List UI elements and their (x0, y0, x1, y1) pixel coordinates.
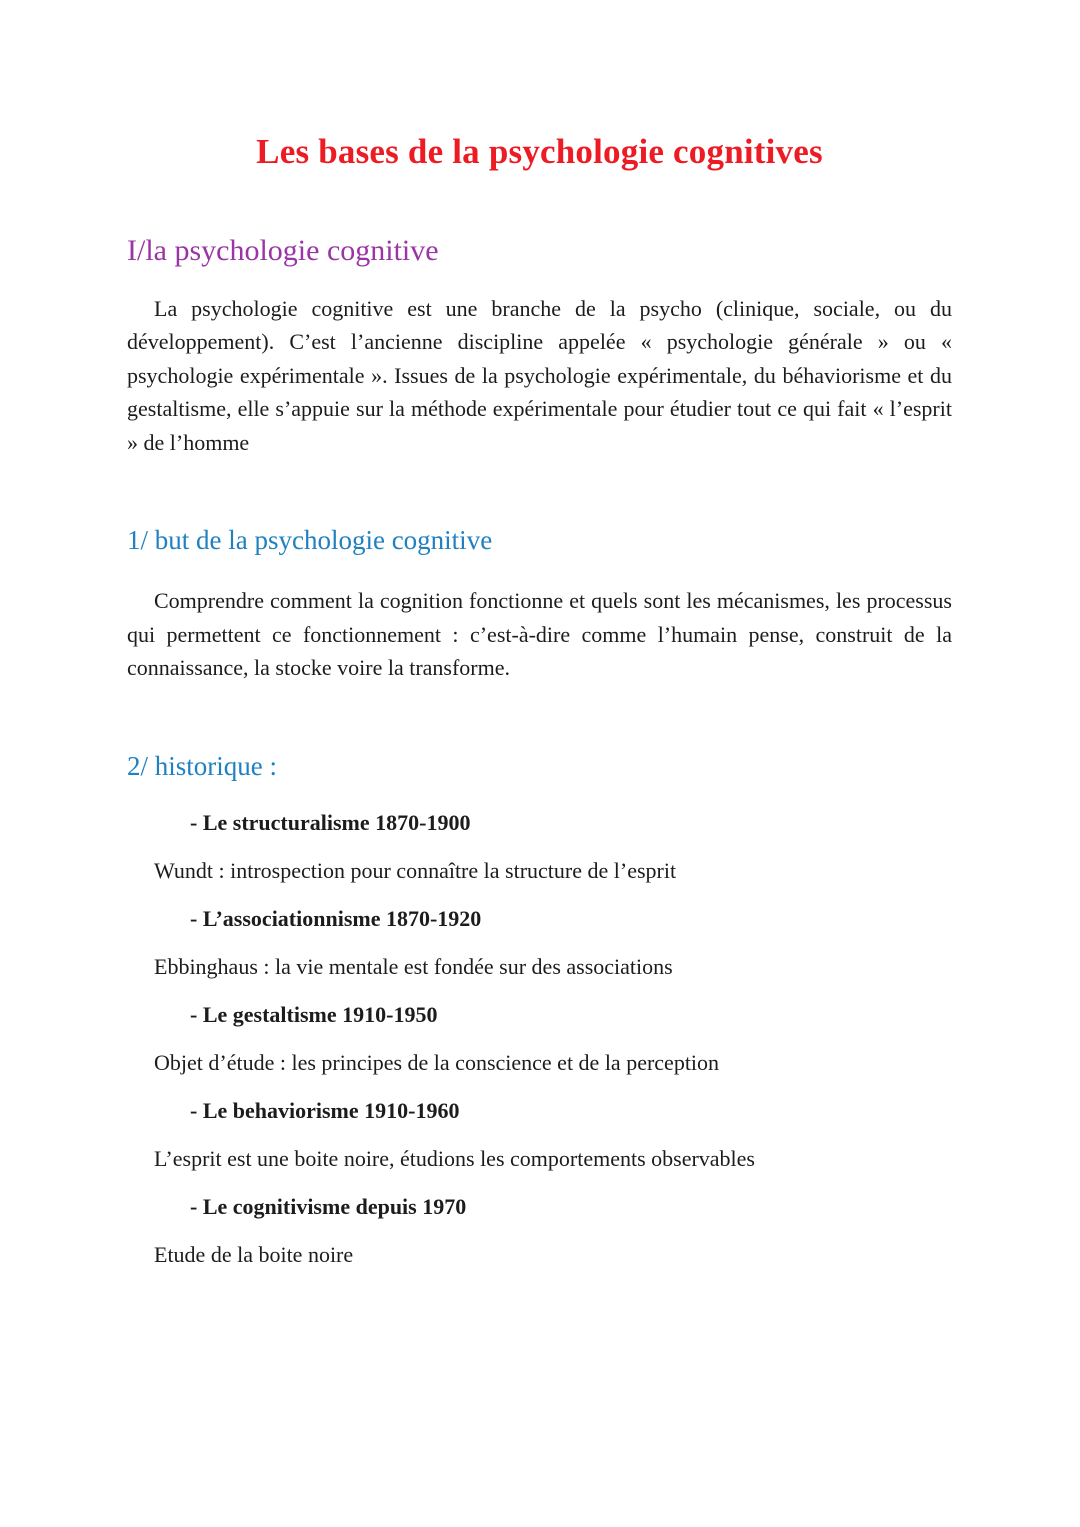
history-list (127, 810, 952, 1268)
subsection-heading-but: 1/ but de la psychologie cognitive (127, 525, 493, 556)
intro-paragraph: La psychologie cognitive est une branche de la psycho (clinique, sociale, ou du développement). C’est l’ancienne discipline appelée « psychologie générale » ou « psychologie expérimentale ». Issues de la psychologie expérimentale, du béhaviorisme et du gestaltisme, elle s’appuie sur la méthode expérimentale pour étudier tout ce qui fait « l’esprit » de l’homme (127, 296, 952, 455)
history-description-gestaltisme: Objet d’étude : les principes de la conscience et de la perception (154, 1049, 720, 1075)
history-description-behaviorisme: L’esprit est une boite noire, étudions les comportements observables (154, 1145, 755, 1171)
history-description-associationnisme: Ebbinghaus : la vie mentale est fondée sur des associations (154, 953, 673, 979)
history-description-cognitivisme: Etude de la boite noire (154, 1241, 354, 1267)
section-heading-psychologie-cognitive: I/la psychologie cognitive (127, 234, 439, 267)
history-term-structuralisme: - Le structuralisme 1870-1900 (190, 809, 471, 835)
subsection-heading-historique: 2/ historique : (127, 750, 277, 781)
history-term-gestaltisme: - Le gestaltisme 1910-1950 (190, 1001, 438, 1027)
but-paragraph: Comprendre comment la cognition fonctionne et quels sont les mécanismes, les processus qui permettent ce fonctionnement : c’est-à-dire comme l’humain pense, construit de la connaissance, la stocke voire la transforme. (127, 588, 952, 681)
history-description-structuralisme: Wundt : introspection pour connaître la structure de l’esprit (154, 857, 677, 883)
history-term-cognitivisme: - Le cognitivisme depuis 1970 (190, 1193, 467, 1219)
history-term-associationnisme: - L’associationnisme 1870-1920 (190, 905, 482, 931)
history-term-behaviorisme: - Le behaviorisme 1910-1960 (190, 1097, 460, 1123)
document-title: Les bases de la psychologie cognitives (256, 132, 823, 171)
